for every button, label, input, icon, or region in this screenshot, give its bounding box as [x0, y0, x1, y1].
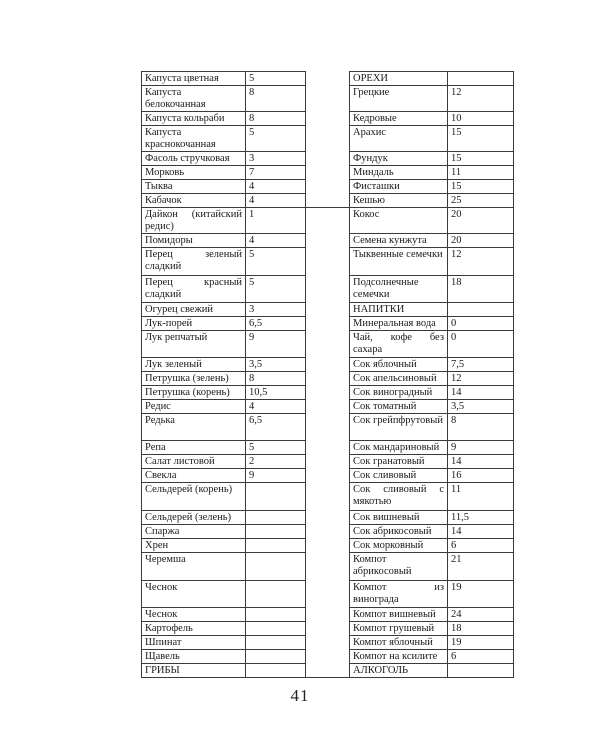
right-item-value: 20 [448, 234, 514, 248]
left-item-name: Чеснок [142, 608, 246, 622]
left-item-name: Щавель [142, 650, 246, 664]
column-gap [306, 152, 350, 166]
right-item-name: НАПИТКИ [350, 303, 448, 317]
right-item-value: 12 [448, 248, 514, 276]
left-item-value: 5 [246, 126, 306, 152]
table-row [142, 483, 514, 511]
column-gap [306, 386, 350, 400]
left-item-value: 6,5 [246, 317, 306, 331]
right-item-name: Миндаль [350, 166, 448, 180]
food-values-table [141, 71, 514, 678]
table-row [142, 303, 514, 317]
left-item-value: 9 [246, 331, 306, 358]
column-gap [306, 86, 350, 112]
column-gap [306, 194, 350, 208]
right-item-value: 19 [448, 636, 514, 650]
table-row [142, 248, 514, 276]
left-item-value: 5 [246, 248, 306, 276]
right-item-value: 15 [448, 152, 514, 166]
right-item-name: Кокос [350, 208, 448, 234]
left-item-value [246, 636, 306, 650]
column-gap [306, 581, 350, 608]
left-item-name: Тыква [142, 180, 246, 194]
right-item-value: 21 [448, 553, 514, 581]
right-item-value: 14 [448, 525, 514, 539]
table-row [142, 86, 514, 112]
right-item-name: Компот на ксилите [350, 650, 448, 664]
column-gap [306, 112, 350, 126]
left-item-value: 4 [246, 194, 306, 208]
table-row [142, 581, 514, 608]
table-row [142, 317, 514, 331]
table-row [142, 511, 514, 525]
right-item-name: Компот абрикосовый [350, 553, 448, 581]
page-number: 41 [290, 686, 310, 705]
left-item-value: 5 [246, 72, 306, 86]
right-item-name: Сок абрикосовый [350, 525, 448, 539]
column-gap [306, 650, 350, 664]
left-item-value: 5 [246, 276, 306, 303]
right-item-name: Фундук [350, 152, 448, 166]
left-item-value [246, 483, 306, 511]
left-item-value [246, 539, 306, 553]
left-item-name: Салат листовой [142, 455, 246, 469]
right-item-value: 14 [448, 386, 514, 400]
table-row [142, 400, 514, 414]
column-gap [306, 248, 350, 276]
left-item-name: Дайкон (китайский редис) [142, 208, 246, 234]
left-item-value [246, 664, 306, 678]
left-item-name: Капуста кольраби [142, 112, 246, 126]
left-item-value: 3 [246, 303, 306, 317]
right-item-value: 8 [448, 414, 514, 441]
left-item-name: Капуста цветная [142, 72, 246, 86]
left-item-value: 6,5 [246, 414, 306, 441]
right-item-name: Сок яблочный [350, 358, 448, 372]
right-item-name: ОРЕХИ [350, 72, 448, 86]
left-item-name: Лук зеленый [142, 358, 246, 372]
left-item-value [246, 608, 306, 622]
table-row [142, 414, 514, 441]
left-item-value: 8 [246, 372, 306, 386]
left-item-name: Капуста краснокочанная [142, 126, 246, 152]
right-item-name: АЛКОГОЛЬ [350, 664, 448, 678]
left-item-name: Перец красный сладкий [142, 276, 246, 303]
right-item-name: Сок вишневый [350, 511, 448, 525]
right-item-name: Чай, кофе без сахара [350, 331, 448, 358]
table-row [142, 539, 514, 553]
left-item-name: Репа [142, 441, 246, 455]
right-item-name: Компот яблочный [350, 636, 448, 650]
column-gap [306, 331, 350, 358]
right-item-value: 25 [448, 194, 514, 208]
column-gap [306, 455, 350, 469]
left-item-value: 7 [246, 166, 306, 180]
right-item-value: 10 [448, 112, 514, 126]
left-item-name: Лук-порей [142, 317, 246, 331]
column-gap [306, 414, 350, 441]
column-gap [306, 511, 350, 525]
left-item-value: 9 [246, 469, 306, 483]
table-row [142, 386, 514, 400]
right-item-name: Тыквенные семечки [350, 248, 448, 276]
left-item-value [246, 553, 306, 581]
column-gap [306, 608, 350, 622]
left-item-value [246, 622, 306, 636]
column-gap [306, 441, 350, 455]
right-item-value: 18 [448, 622, 514, 636]
left-item-value: 1 [246, 208, 306, 234]
left-item-value: 4 [246, 234, 306, 248]
right-item-name: Сок грейпфрутовый [350, 414, 448, 441]
left-item-value [246, 511, 306, 525]
column-gap [306, 664, 350, 678]
table-row [142, 112, 514, 126]
left-item-value: 8 [246, 112, 306, 126]
table-row [142, 608, 514, 622]
left-item-name: Огурец свежий [142, 303, 246, 317]
left-item-name: Спаржа [142, 525, 246, 539]
left-item-value: 2 [246, 455, 306, 469]
left-item-value: 10,5 [246, 386, 306, 400]
table-row [142, 152, 514, 166]
table-row [142, 194, 514, 208]
column-gap [306, 622, 350, 636]
column-gap [306, 180, 350, 194]
left-item-name: Сельдерей (зелень) [142, 511, 246, 525]
right-item-value: 6 [448, 650, 514, 664]
right-item-value [448, 664, 514, 678]
right-item-name: Арахис [350, 126, 448, 152]
right-item-value: 11,5 [448, 511, 514, 525]
column-gap [306, 303, 350, 317]
right-item-name: Фисташки [350, 180, 448, 194]
left-item-name: Сельдерей (корень) [142, 483, 246, 511]
left-item-name: Перец зеленый сладкий [142, 248, 246, 276]
right-item-value: 20 [448, 208, 514, 234]
column-gap [306, 276, 350, 303]
table-row [142, 553, 514, 581]
left-item-value: 4 [246, 180, 306, 194]
right-item-value [448, 72, 514, 86]
table-row [142, 276, 514, 303]
left-item-name: Капуста белокочанная [142, 86, 246, 112]
left-item-name: Картофель [142, 622, 246, 636]
right-item-value: 7,5 [448, 358, 514, 372]
table-row [142, 622, 514, 636]
column-gap [306, 469, 350, 483]
right-item-name: Компот грушевый [350, 622, 448, 636]
right-item-name: Компот вишневый [350, 608, 448, 622]
right-item-value: 24 [448, 608, 514, 622]
left-item-name: Петрушка (зелень) [142, 372, 246, 386]
right-item-name: Подсолнечные семечки [350, 276, 448, 303]
right-item-name: Сок мандариновый [350, 441, 448, 455]
left-item-name: ГРИБЫ [142, 664, 246, 678]
right-item-name: Грецкие [350, 86, 448, 112]
left-item-name: Хрен [142, 539, 246, 553]
table-row [142, 664, 514, 678]
right-item-name: Кешью [350, 194, 448, 208]
right-item-value: 16 [448, 469, 514, 483]
column-gap [306, 553, 350, 581]
right-item-value: 19 [448, 581, 514, 608]
column-gap [306, 317, 350, 331]
right-item-value: 6 [448, 539, 514, 553]
right-item-value [448, 303, 514, 317]
table-row [142, 636, 514, 650]
right-item-value: 15 [448, 126, 514, 152]
table-row [142, 525, 514, 539]
right-item-name: Сок виноградный [350, 386, 448, 400]
table-row [142, 650, 514, 664]
column-gap [306, 72, 350, 86]
table-row [142, 441, 514, 455]
column-gap [306, 208, 350, 234]
right-item-value: 11 [448, 166, 514, 180]
column-gap [306, 400, 350, 414]
right-item-value: 14 [448, 455, 514, 469]
right-item-value: 3,5 [448, 400, 514, 414]
column-gap [306, 166, 350, 180]
left-item-value [246, 581, 306, 608]
left-item-name: Редис [142, 400, 246, 414]
table-body [142, 72, 514, 678]
column-gap [306, 358, 350, 372]
left-item-name: Кабачок [142, 194, 246, 208]
column-gap [306, 539, 350, 553]
left-item-name: Редька [142, 414, 246, 441]
table-row [142, 166, 514, 180]
table-row [142, 331, 514, 358]
right-item-name: Сок сливовый [350, 469, 448, 483]
left-item-name: Лук репчатый [142, 331, 246, 358]
left-item-name: Петрушка (корень) [142, 386, 246, 400]
left-item-value [246, 650, 306, 664]
column-gap [306, 483, 350, 511]
column-gap [306, 126, 350, 152]
right-item-name: Кедровые [350, 112, 448, 126]
right-item-name: Сок морковный [350, 539, 448, 553]
left-item-name: Помидоры [142, 234, 246, 248]
table-row [142, 455, 514, 469]
right-item-name: Сок томатный [350, 400, 448, 414]
table-row [142, 358, 514, 372]
right-item-name: Сок апельсиновый [350, 372, 448, 386]
right-item-value: 12 [448, 86, 514, 112]
left-item-name: Шпинат [142, 636, 246, 650]
right-item-value: 11 [448, 483, 514, 511]
left-item-name: Черемша [142, 553, 246, 581]
table-row [142, 72, 514, 86]
left-item-value: 4 [246, 400, 306, 414]
table-row [142, 372, 514, 386]
right-item-name: Семена кунжута [350, 234, 448, 248]
left-item-name: Фасоль стручковая [142, 152, 246, 166]
left-item-name: Свекла [142, 469, 246, 483]
left-item-value: 3,5 [246, 358, 306, 372]
right-item-name: Минеральная вода [350, 317, 448, 331]
table-row [142, 234, 514, 248]
left-item-value: 3 [246, 152, 306, 166]
left-item-name: Морковь [142, 166, 246, 180]
right-item-value: 18 [448, 276, 514, 303]
right-item-name: Компот из винограда [350, 581, 448, 608]
right-item-value: 9 [448, 441, 514, 455]
column-gap [306, 372, 350, 386]
column-gap [306, 636, 350, 650]
column-gap [306, 234, 350, 248]
right-item-name: Сок гранатовый [350, 455, 448, 469]
column-gap [306, 525, 350, 539]
table-row [142, 469, 514, 483]
right-item-value: 0 [448, 317, 514, 331]
right-item-value: 15 [448, 180, 514, 194]
left-item-value: 8 [246, 86, 306, 112]
table-row [142, 126, 514, 152]
left-item-name: Чеснок [142, 581, 246, 608]
left-item-value: 5 [246, 441, 306, 455]
table-row [142, 180, 514, 194]
right-item-value: 0 [448, 331, 514, 358]
table-row [142, 208, 514, 234]
left-item-value [246, 525, 306, 539]
right-item-name: Сок сливовый с мякотью [350, 483, 448, 511]
right-item-value: 12 [448, 372, 514, 386]
